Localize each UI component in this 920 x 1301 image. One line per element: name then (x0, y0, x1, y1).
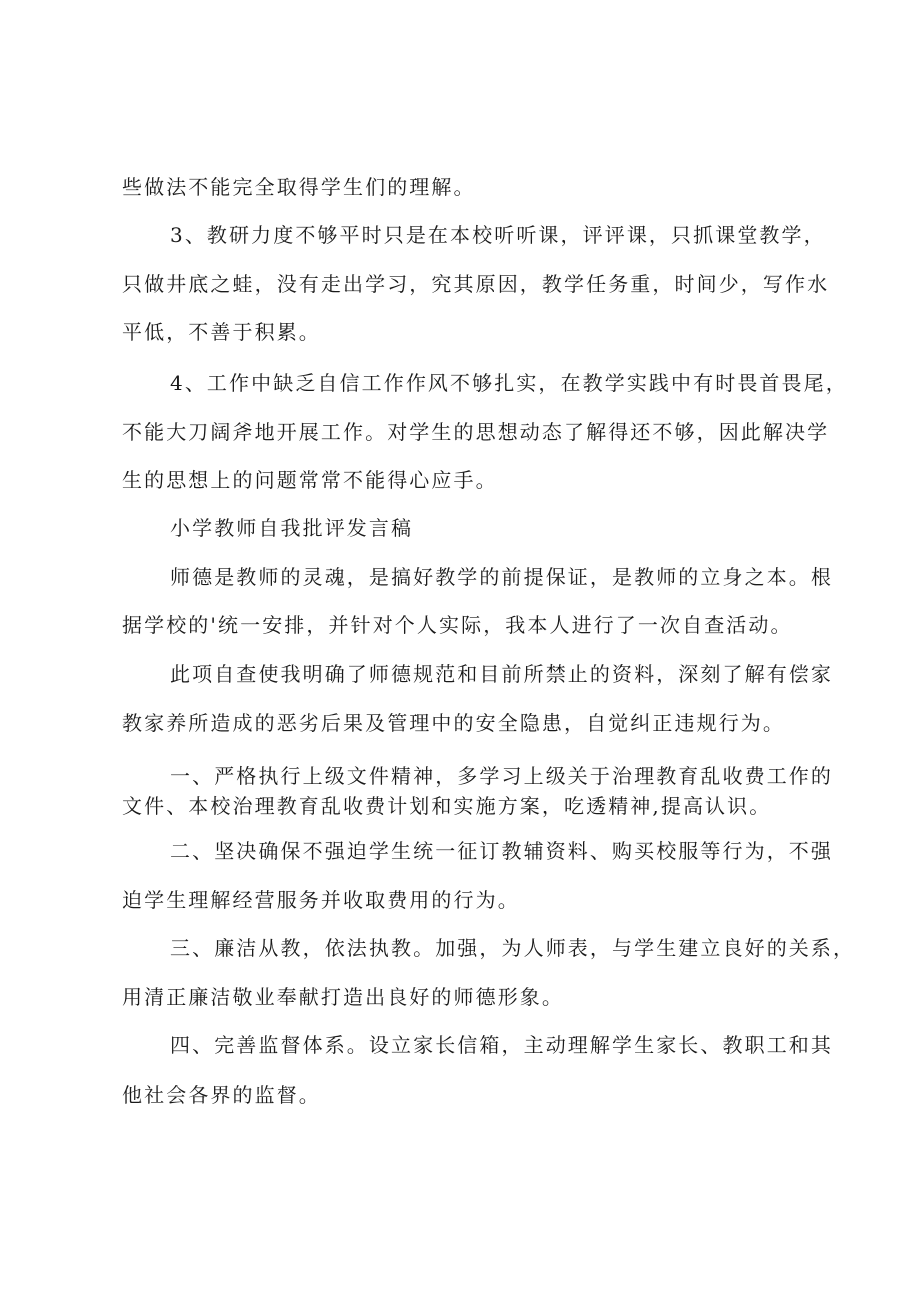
paragraph-7-line-1: 一、严格执行上级文件精神，多学习上级关于治理教育乱收费工作的 (170, 764, 833, 788)
paragraph-10-line-2: 他社会各界的监督。 (122, 1083, 321, 1107)
paragraph-10-line-1: 四、完善监督体系。设立家长信箱，主动理解学生家长、教职工和其 (170, 1033, 833, 1057)
paragraph-1-line-1: 些做法不能完全取得学生们的理解。 (122, 175, 476, 199)
paragraph-6-line-2: 教家养所造成的恶劣后果及管理中的安全隐患，自觉纠正违规行为。 (122, 711, 785, 735)
section-heading: 小学教师自我批评发言稿 (170, 516, 414, 540)
paragraph-8-line-2: 迫学生理解经营服务并收取费用的行为。 (122, 888, 520, 912)
paragraph-3-line-3: 生的思想上的问题常常不能得心应手。 (122, 468, 498, 492)
paragraph-3-line-1: 4、工作中缺乏自信工作作风不够扎实，在教学实践中有时畏首畏尾， (170, 371, 848, 395)
paragraph-9-line-1: 三、廉洁从教，依法执教。加强，为人师表，与学生建立良好的关系， (170, 936, 856, 960)
paragraph-5-line-2: 据学校的'统一安排，并针对个人实际，我本人进行了一次自查活动。 (122, 613, 793, 637)
paragraph-9-line-2: 用清正廉洁敬业奉献打造出良好的师德形象。 (122, 985, 564, 1009)
paragraph-8-line-1: 二、坚决确保不强迫学生统一征订教辅资料、购买校服等行为，不强 (170, 839, 833, 863)
paragraph-5-line-1: 师德是教师的灵魂，是搞好教学的前提保证，是教师的立身之本。根 (170, 565, 833, 589)
paragraph-2-line-2: 只做井底之蛙，没有走出学习，究其原因，教学任务重，时间少，写作水 (122, 272, 830, 296)
paragraph-3-line-2: 不能大刀阔斧地开展工作。对学生的思想动态了解得还不够，因此解决学 (122, 420, 830, 444)
paragraph-6-line-1: 此项自查使我明确了师德规范和目前所禁止的资料，深刻了解有偿家 (170, 662, 833, 686)
paragraph-7-line-2: 文件、本校治理教育乱收费计划和实施方案，吃透精神,提高认识。 (122, 794, 772, 818)
paragraph-2-line-1: 3、教研力度不够平时只是在本校听听课，评评课，只抓课堂教学， (170, 223, 826, 247)
paragraph-2-line-3: 平低，不善于积累。 (122, 320, 321, 344)
